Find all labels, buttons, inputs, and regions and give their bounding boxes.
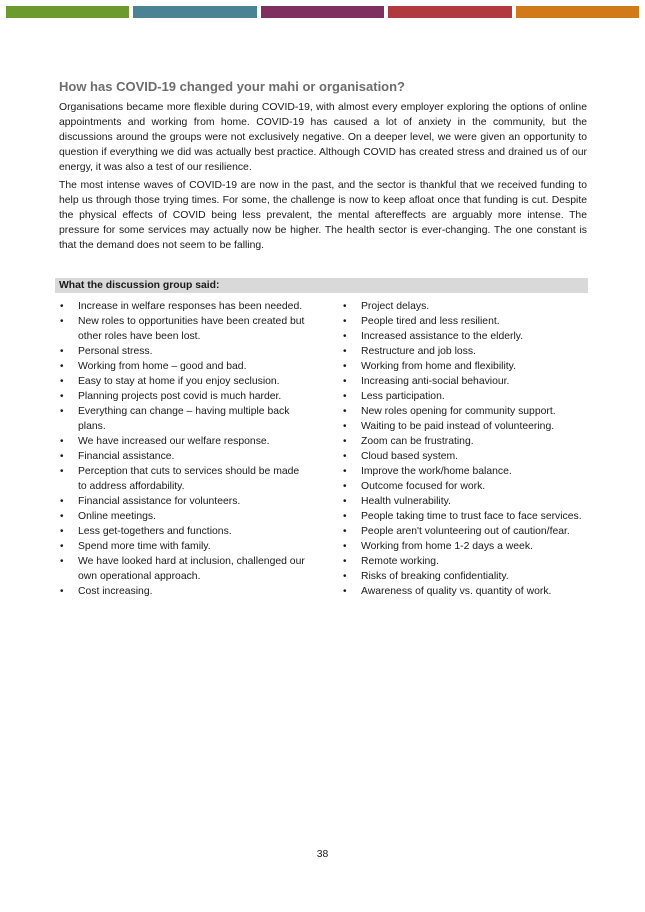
bullet-icon: • (343, 406, 347, 417)
list-item-text: Personal stress. (78, 346, 153, 357)
list-item (59, 344, 309, 359)
list-item-text: Health vulnerability. (361, 496, 451, 507)
bullet-icon: • (60, 391, 64, 402)
list-item-text: Working from home 1-2 days a week. (361, 541, 533, 552)
list-item-text: People aren't volunteering out of caution/fear. (361, 526, 570, 537)
list-item-text: Cost increasing. (78, 586, 153, 597)
bullet-icon: • (60, 451, 64, 462)
bullet-icon: • (60, 406, 64, 417)
list-item-text: Perception that cuts to services should be made to address affordability. (78, 466, 300, 492)
list-item (59, 389, 309, 404)
bullet-icon: • (60, 511, 64, 522)
list-item (59, 539, 309, 554)
bullet-icon: • (60, 316, 64, 327)
bullet-icon: • (343, 346, 347, 357)
list-item (342, 584, 592, 599)
list-item (59, 359, 309, 374)
list-item-text: Improve the work/home balance. (361, 466, 512, 477)
list-item-text: Financial assistance. (78, 451, 175, 462)
discussion-group-header: What the discussion group said: (55, 278, 588, 293)
list-item-text: Cloud based system. (361, 451, 459, 462)
list-item (59, 464, 309, 494)
bullet-icon: • (60, 541, 64, 552)
list-item (342, 509, 592, 524)
list-item-text: Increased assistance to the elderly. (361, 331, 524, 342)
bullet-icon: • (60, 376, 64, 387)
list-item-text: Remote working. (361, 556, 439, 567)
list-item (342, 359, 592, 374)
bullet-icon: • (60, 466, 64, 477)
bullet-icon: • (343, 541, 347, 552)
right-bullet-list (342, 299, 592, 599)
second-paragraph: The most intense waves of COVID-19 are now in the past, and the sector is thankful that we received funding to help us through those trying times. For some, the challenge is now to keep afloat once that funding is cut. Despite the physical effects of COVID being less prevalent, the mental aftereffects are arguably more intense. The pressure for some services may actually now be higher. The health sector is ever-changing. The one constant is that the demand does not seem to be falling. (59, 180, 587, 251)
list-item-text: Risks of breaking confidentiality. (361, 571, 509, 582)
list-item-text: New roles opening for community support. (361, 406, 556, 417)
list-item-text: Awareness of quality vs. quantity of work. (361, 586, 552, 597)
list-item (342, 449, 592, 464)
bullet-icon: • (60, 586, 64, 597)
color-bar-segment-plum (261, 6, 384, 18)
list-item (342, 314, 592, 329)
list-item (342, 569, 592, 584)
bullet-icon: • (343, 451, 347, 462)
bullet-icon: • (60, 436, 64, 447)
list-item-text: Working from home – good and bad. (78, 361, 247, 372)
list-item-text: Everything can change – having multiple back plans. (78, 406, 290, 432)
list-item-text: New roles to opportunities have been created but other roles have been lost. (78, 316, 305, 342)
bullet-icon: • (343, 331, 347, 342)
bullet-icon: • (60, 361, 64, 372)
list-item (59, 434, 309, 449)
bullet-icon: • (343, 466, 347, 477)
list-item (342, 344, 592, 359)
bullet-icon: • (60, 301, 64, 312)
bullet-icon: • (343, 316, 347, 327)
bullet-icon: • (343, 496, 347, 507)
list-item (342, 299, 592, 314)
list-item-text: We have looked hard at inclusion, challenged our own operational approach. (78, 556, 305, 582)
list-item (59, 509, 309, 524)
bullet-icon: • (343, 481, 347, 492)
list-item (59, 314, 309, 344)
list-item (342, 479, 592, 494)
list-item (342, 539, 592, 554)
bullet-icon: • (343, 391, 347, 402)
color-bar-segment-red (388, 6, 511, 18)
list-item (59, 374, 309, 389)
list-item-text: Online meetings. (78, 511, 156, 522)
section-heading: How has COVID-19 changed your mahi or organisation? (59, 79, 405, 94)
list-item-text: Less get-togethers and functions. (78, 526, 232, 537)
list-item (342, 419, 592, 434)
list-item-text: Zoom can be frustrating. (361, 436, 474, 447)
list-item-text: Increasing anti-social behaviour. (361, 376, 510, 387)
color-bar-segment-teal (133, 6, 256, 18)
list-item-text: Less participation. (361, 391, 445, 402)
list-item (342, 374, 592, 389)
list-item-text: People taking time to trust face to face services. (361, 511, 582, 522)
bullet-icon: • (343, 421, 347, 432)
bullet-icon: • (343, 586, 347, 597)
header-color-bar (6, 6, 639, 18)
left-bullet-list (59, 299, 309, 599)
list-item-text: People tired and less resilient. (361, 316, 500, 327)
list-item (342, 554, 592, 569)
bullet-icon: • (343, 556, 347, 567)
list-item (342, 329, 592, 344)
list-item-text: We have increased our welfare response. (78, 436, 270, 447)
list-item-text: Project delays. (361, 301, 430, 312)
list-item-text: Planning projects post covid is much harder. (78, 391, 282, 402)
color-bar-segment-orange (516, 6, 639, 18)
bullet-icon: • (343, 376, 347, 387)
list-item (342, 494, 592, 509)
list-item (59, 299, 309, 314)
bullet-icon: • (343, 436, 347, 447)
list-item (342, 389, 592, 404)
bullet-icon: • (343, 571, 347, 582)
list-item (59, 584, 309, 599)
list-item-text: Waiting to be paid instead of volunteering. (361, 421, 555, 432)
bullet-icon: • (60, 346, 64, 357)
list-item-text: Working from home and flexibility. (361, 361, 516, 372)
list-item (342, 434, 592, 449)
bullet-icon: • (343, 511, 347, 522)
bullet-icon: • (60, 526, 64, 537)
list-item (59, 554, 309, 584)
list-item-text: Restructure and job loss. (361, 346, 476, 357)
list-item (342, 404, 592, 419)
bullet-icon: • (343, 526, 347, 537)
list-item (59, 524, 309, 539)
list-item-text: Outcome focused for work. (361, 481, 486, 492)
list-item (59, 494, 309, 509)
list-item-text: Increase in welfare responses has been needed. (78, 301, 303, 312)
bullet-icon: • (60, 496, 64, 507)
bullet-icon: • (343, 361, 347, 372)
list-item-text: Easy to stay at home if you enjoy seclusion. (78, 376, 280, 387)
list-item-text: Spend more time with family. (78, 541, 211, 552)
list-item (342, 524, 592, 539)
bullet-icon: • (343, 301, 347, 312)
bullet-icon: • (60, 556, 64, 567)
list-item (59, 404, 309, 434)
list-item-text: Financial assistance for volunteers. (78, 496, 241, 507)
list-item (59, 449, 309, 464)
page-number: 38 (316, 849, 329, 860)
list-item (342, 464, 592, 479)
intro-paragraph: Organisations became more flexible during COVID-19, with almost every employer exploring the options of online appointments and working from home. COVID-19 has caused a lot of anxiety in the community, but the discussions around the groups were not exclusively negative. On a deeper level, we were given an opportunity to question if everything we did was actually best practice. Although COVID has created stress and drained us of our energy, it was also a test of our resilience. (59, 102, 587, 173)
color-bar-segment-green (6, 6, 129, 18)
